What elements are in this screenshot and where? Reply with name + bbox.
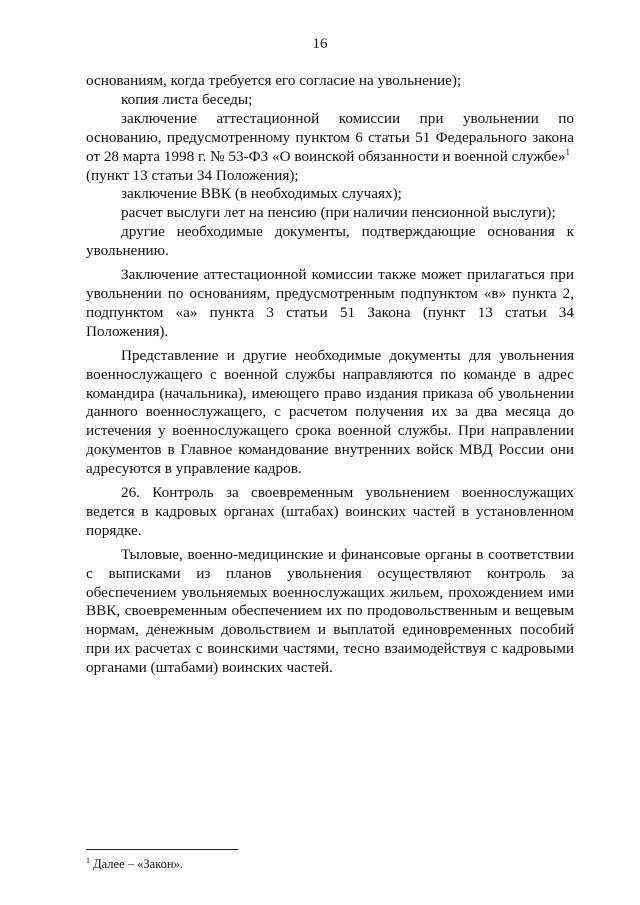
list-item-attestation-conclusion bbox=[86, 110, 574, 167]
page-number: 16 bbox=[312, 36, 328, 52]
document-body bbox=[86, 72, 574, 678]
list-item-pension-calculation: расчет выслуги лет на пенсию (при наличии пенсионной выслуги); bbox=[121, 204, 556, 222]
footnote-marker: 1 bbox=[86, 855, 90, 865]
list-item-interview-copy: копия листа беседы; bbox=[121, 90, 253, 108]
footnote-reference: 1 bbox=[565, 146, 571, 157]
footnote-text: Далее – «Закон». bbox=[93, 857, 183, 871]
paragraph-continuation: основаниям, когда требуется его согласие на увольнение); bbox=[86, 72, 462, 89]
list-item-other-documents: другие необходимые документы, подтверждающие основания к увольнению. bbox=[86, 223, 574, 260]
footnote-separator bbox=[86, 849, 238, 850]
footnote bbox=[86, 857, 183, 872]
list-item-vvk-conclusion: заключение ВВК (в необходимых случаях); bbox=[121, 185, 402, 203]
attestation-conclusion-reference: (пункт 13 статьи 34 Положения); bbox=[86, 166, 299, 184]
paragraph-attestation-note: Заключение аттестационной комиссии также может прилагаться при увольнении по основаниям, предусмотренным подпунктом «в» пункта 2, подпунктом «а» пункта 3 статьи 51 Закона (пункт 13 статьи 34 Положения). bbox=[86, 266, 574, 340]
paragraph-support-services: Тыловые, военно-медицинские и финансовые органы в соответствии с выписками из планов увольнения осуществляют контроль за обеспечением увольняемых военнослужащих жильем, прохождением ими ВВК, своевременным обеспечением их по продовольственным и вещевым нормам, денежным довольствием и выплатой единовременных пособий при их расчетах с воинскими частями, тесно взаимодействуя с кадровыми органами (штабами) воинских частей. bbox=[86, 545, 574, 677]
attestation-conclusion-text: заключение аттестационной комиссии при увольнении по основанию, предусмотренному пунктом 6 статьи 51 Федерального закона от 28 марта 1998 г. № 53-ФЗ «О воинской обязанности и военной службе» bbox=[86, 109, 574, 165]
paragraph-submission: Представление и другие необходимые документы для увольнения военнослужащего с военной службы направляются по команде в адрес командира (начальника), имеющего право издания приказа об увольнении данного военнослужащего, с расчетом получения их за два месяца до истечения у военнослужащего срока военной службы. При направлении документов в Главное командование внутренних войск МВД России они адресуются в управление кадров. bbox=[86, 346, 574, 478]
paragraph-section-26: 26. Контроль за своевременным увольнением военнослужащих ведется в кадровых органах (штабах) воинских частей в установленном порядке. bbox=[86, 484, 574, 539]
